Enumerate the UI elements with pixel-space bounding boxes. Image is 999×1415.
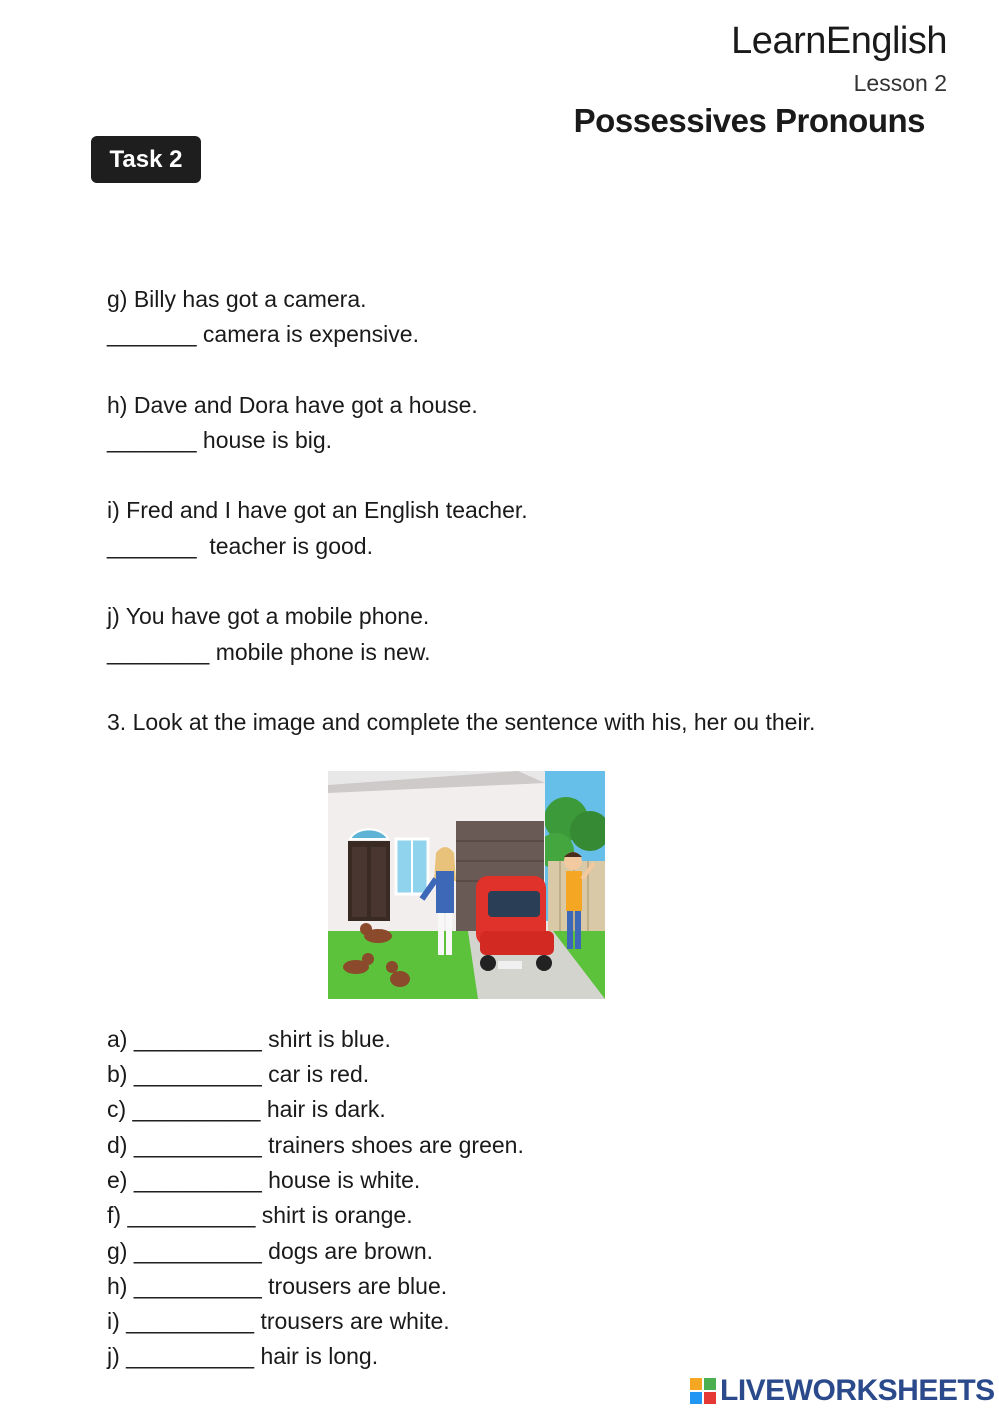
exercise3-item[interactable]: e) __________ house is white. [107,1167,421,1193]
exercise3-item[interactable]: g) __________ dogs are brown. [107,1238,434,1264]
exercise-answer[interactable]: ________ mobile phone is new. [107,639,431,665]
exercise3-item[interactable]: a) __________ shirt is blue. [107,1026,391,1052]
liveworksheets-logo-text: LIVEWORKSHEETS [720,1374,995,1407]
exercise3-item[interactable]: i) __________ trousers are white. [107,1308,450,1334]
task-badge: Task 2 [91,136,201,183]
lesson-label: Lesson 2 [853,70,947,96]
exercise3-item[interactable]: f) __________ shirt is orange. [107,1202,413,1228]
exercise-answer[interactable]: _______ camera is expensive. [107,321,419,347]
exercise-prompt: g) Billy has got a camera. [107,286,367,312]
exercise3-item[interactable]: b) __________ car is red. [107,1061,370,1087]
exercise-prompt: h) Dave and Dora have got a house. [107,392,478,418]
brand-title: LearnEnglish [731,20,947,62]
exercise-answer[interactable]: _______ teacher is good. [107,533,373,559]
exercise3-item[interactable]: c) __________ hair is dark. [107,1096,386,1122]
house-scene-illustration [328,771,605,999]
page-title: Possessives Pronouns [573,102,925,139]
exercise3-item[interactable]: j) __________ hair is long. [107,1343,379,1369]
exercise3-instruction: 3. Look at the image and complete the sentence with his, her ou their. [107,709,816,735]
liveworksheets-logo [690,1374,995,1408]
exercise-prompt: i) Fred and I have got an English teacher. [107,497,528,523]
exercise-prompt: j) You have got a mobile phone. [107,603,430,629]
exercise-answer[interactable]: _______ house is big. [107,427,333,453]
exercise3-item[interactable]: h) __________ trousers are blue. [107,1273,448,1299]
exercise3-item[interactable]: d) __________ trainers shoes are green. [107,1132,524,1158]
liveworksheets-logo-icon [690,1378,716,1404]
